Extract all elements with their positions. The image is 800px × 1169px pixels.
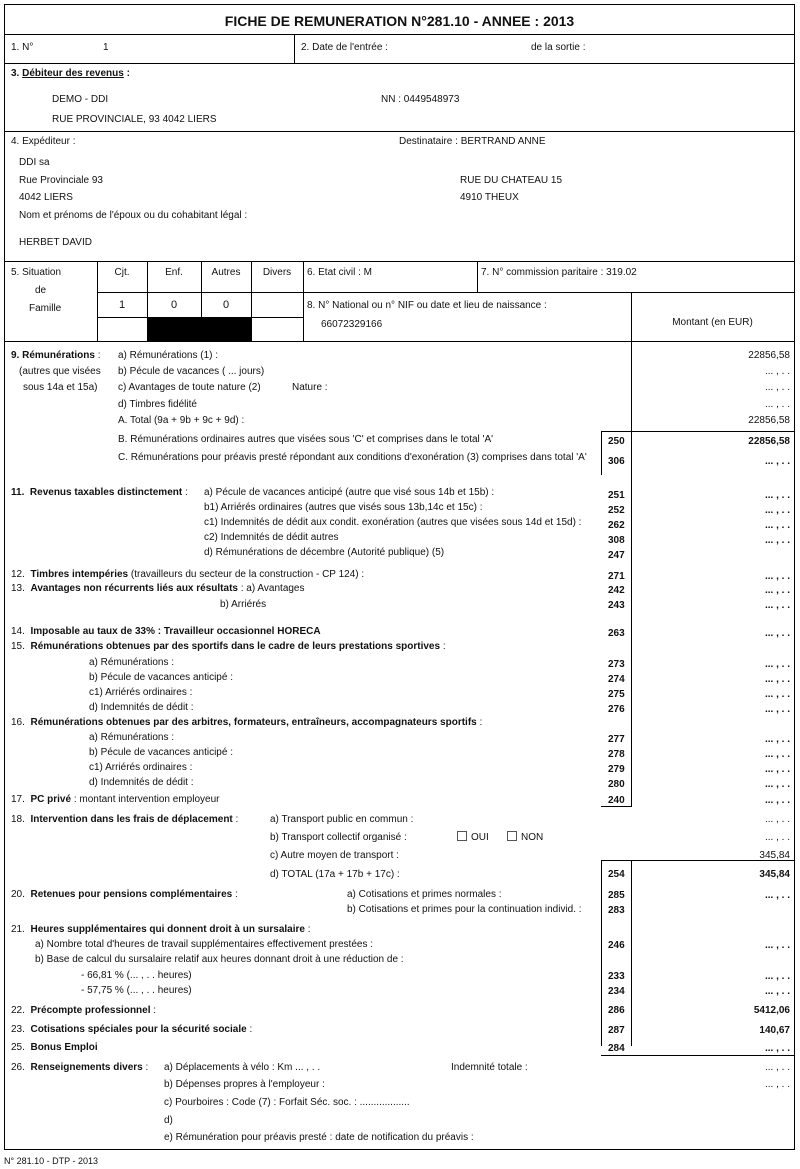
s20-code-a: 285 bbox=[608, 890, 625, 901]
divider bbox=[601, 431, 602, 475]
divider bbox=[5, 34, 794, 35]
s9-heading bbox=[11, 350, 100, 362]
col-cjt: Cjt. bbox=[114, 267, 130, 278]
s9-c: c) Avantages de toute nature (2) bbox=[118, 382, 261, 393]
s21-code-b1: 233 bbox=[608, 971, 625, 982]
divider bbox=[477, 261, 478, 292]
debtor-heading bbox=[11, 68, 130, 80]
s14-line bbox=[11, 626, 321, 638]
s25-line bbox=[11, 1042, 98, 1054]
s26-c: c) Pourboires : Code (7) : Forfait Séc. soc. : .................. bbox=[164, 1097, 410, 1108]
s9-value-C: ... , . . bbox=[764, 456, 790, 467]
s15-title: Rémunérations obtenues par des sportifs dans le cadre de leurs prestations sportives bbox=[30, 641, 441, 652]
s23-title: Cotisations spéciales pour la sécurité sociale bbox=[30, 1024, 247, 1035]
s15-item-code: 274 bbox=[608, 674, 625, 685]
s11-item-value: ... , . . bbox=[764, 535, 790, 546]
s13-value-b: ... , . . bbox=[764, 600, 790, 611]
s14-value: ... , . . bbox=[764, 628, 790, 639]
s12-value: ... , . . bbox=[764, 571, 790, 582]
s11-item-code: 247 bbox=[608, 550, 625, 561]
commission: 7. N° commission paritaire : 319.02 bbox=[481, 267, 637, 278]
s21-num: 21. bbox=[11, 924, 25, 935]
s21-value-b2: ... , . . bbox=[764, 986, 790, 997]
s18-code-d: 254 bbox=[608, 869, 625, 880]
s23-colon: : bbox=[246, 1024, 253, 1035]
s22-value: 5412,06 bbox=[753, 1005, 790, 1016]
divider bbox=[631, 431, 632, 807]
divider bbox=[631, 860, 632, 1046]
exit-date-label: de la sortie : bbox=[531, 42, 586, 53]
s20-num: 20. bbox=[11, 889, 25, 900]
s16-item-value: ... , . . bbox=[764, 734, 790, 745]
s9-colon: : bbox=[94, 350, 101, 361]
sender-street: Rue Provinciale 93 bbox=[19, 175, 103, 186]
s20-code-b: 283 bbox=[608, 905, 625, 916]
debtor-nn: NN : 0449548973 bbox=[381, 94, 460, 105]
col-enf: Enf. bbox=[165, 267, 183, 278]
debtor-num: 3. bbox=[11, 68, 20, 79]
s16-item-code: 277 bbox=[608, 734, 625, 745]
s11-colon: : bbox=[182, 487, 188, 498]
val-autres: 0 bbox=[222, 299, 230, 311]
s11-item-value: ... , . . bbox=[764, 520, 790, 531]
s11-heading bbox=[11, 487, 188, 499]
s15-colon: : bbox=[440, 641, 446, 652]
s21-value-b1: ... , . . bbox=[764, 971, 790, 982]
s17-rest: : montant intervention employeur bbox=[71, 794, 220, 805]
s20-value: ... , . . bbox=[764, 890, 790, 901]
s18-num: 18. bbox=[11, 814, 25, 825]
col-autres: Autres bbox=[211, 267, 241, 278]
s26-value-b: ... , . . bbox=[764, 1079, 790, 1090]
s16-title: Rémunérations obtenues par des arbitres, formateurs, entraîneurs, accompagnateurs sportifs bbox=[30, 717, 477, 728]
s18-title: Intervention dans les frais de déplacement bbox=[30, 814, 233, 825]
s16-heading bbox=[11, 717, 482, 729]
s9-code-B: 250 bbox=[608, 436, 625, 447]
s20-colon: : bbox=[232, 889, 238, 900]
footer-code: N° 281.10 - DTP - 2013 bbox=[4, 1156, 98, 1166]
s12-rest: (travailleurs du secteur de la construction - CP 124) : bbox=[128, 569, 365, 580]
divider bbox=[601, 431, 794, 432]
s21-value-a: ... , . . bbox=[764, 940, 790, 951]
s9-code-C: 306 bbox=[608, 456, 625, 467]
s15-item-code: 276 bbox=[608, 704, 625, 715]
s17-title: PC privé bbox=[30, 794, 72, 805]
s23-num: 23. bbox=[11, 1024, 25, 1035]
s13-num: 13. bbox=[11, 583, 25, 594]
s12-line bbox=[11, 569, 364, 581]
s16-item-value: ... , . . bbox=[764, 764, 790, 775]
s11-item-value: ... , . . bbox=[764, 505, 790, 516]
s16-item-label: d) Indemnités de dédit : bbox=[89, 777, 194, 788]
oui-option[interactable] bbox=[457, 831, 489, 844]
s12-num: 12. bbox=[11, 569, 25, 580]
s11-item-value: ... , . . bbox=[764, 490, 790, 501]
s20-heading bbox=[11, 889, 238, 901]
s9-sub1: (autres que visées bbox=[19, 366, 101, 377]
s16-item-value: ... , . . bbox=[764, 749, 790, 760]
divider bbox=[5, 63, 794, 64]
s26-title: Renseignements divers bbox=[30, 1062, 143, 1073]
s15-num: 15. bbox=[11, 641, 25, 652]
debtor-name: DEMO - DDI bbox=[52, 94, 109, 105]
s9-A: A. Total (9a + 9b + 9c + 9d) : bbox=[118, 415, 245, 426]
recipient-label: Destinataire : BERTRAND ANNE bbox=[399, 136, 546, 147]
s21-b: b) Base de calcul du sursalaire relatif aux heures donnant droit à une réduction de : bbox=[35, 954, 404, 965]
s9-B: B. Rémunérations ordinaires autres que visées sous 'C' et comprises dans le total 'A' bbox=[118, 434, 494, 445]
s26-e: e) Rémunération pour préavis presté : date de notification du préavis : bbox=[164, 1132, 474, 1143]
s21-colon: : bbox=[304, 924, 311, 935]
s26-value-a: ... , . . bbox=[764, 1062, 790, 1073]
s11-item-label: c2) Indemnités de dédit autres bbox=[204, 532, 339, 543]
situation-label-3: Famille bbox=[29, 303, 62, 314]
s9-value-A: 22856,58 bbox=[748, 415, 790, 426]
s26-colon: : bbox=[142, 1062, 149, 1073]
s16-item-label: c1) Arriérés ordinaires : bbox=[89, 762, 193, 773]
s18-value-b: ... , . . bbox=[764, 832, 790, 843]
s11-title: Revenus taxables distinctement bbox=[29, 487, 183, 498]
s13-title: Avantages non récurrents liés aux résultats bbox=[30, 583, 238, 594]
s9-value-B: 22856,58 bbox=[748, 436, 790, 447]
divider bbox=[631, 341, 632, 431]
s21-code-a: 246 bbox=[608, 940, 625, 951]
s20-title: Retenues pour pensions complémentaires bbox=[30, 889, 233, 900]
s23-code: 287 bbox=[608, 1025, 625, 1036]
s25-code: 284 bbox=[608, 1043, 625, 1054]
s11-item-code: 251 bbox=[608, 490, 625, 501]
s21-b1: - 66,81 % (... , . . heures) bbox=[81, 970, 192, 981]
amount-header: Montant (en EUR) bbox=[672, 317, 753, 328]
s18-d: d) TOTAL (17a + 17b + 17c) : bbox=[270, 869, 400, 880]
s18-value-d: 345,84 bbox=[759, 869, 790, 880]
s9-a: a) Rémunérations (1) : bbox=[118, 350, 219, 361]
s26-a-total: Indemnité totale : bbox=[451, 1062, 528, 1073]
s9-value-c: ... , . . bbox=[764, 382, 790, 393]
oui-checkbox[interactable] bbox=[457, 831, 467, 841]
s16-colon: : bbox=[476, 717, 483, 728]
s13-code-b: 243 bbox=[608, 600, 625, 611]
s11-item-label: d) Rémunérations de décembre (Autorité publique) (5) bbox=[204, 547, 445, 558]
s13-line bbox=[11, 583, 305, 595]
sender-label: 4. Expéditeur : bbox=[11, 136, 76, 147]
s14-code: 263 bbox=[608, 628, 625, 639]
s21-a: a) Nombre total d'heures de travail supplémentaires effectivement prestées : bbox=[35, 939, 374, 950]
s20-b: b) Cotisations et primes pour la continuation individ. : bbox=[347, 904, 582, 915]
s16-item-code: 278 bbox=[608, 749, 625, 760]
s9-value-d: ... , . . bbox=[764, 399, 790, 410]
sender-city: 4042 LIERS bbox=[19, 192, 73, 203]
situation-label-2: de bbox=[35, 285, 47, 296]
s16-item-value: ... , . . bbox=[764, 779, 790, 790]
s16-item-code: 280 bbox=[608, 779, 625, 790]
s26-d: d) bbox=[164, 1115, 173, 1126]
s22-code: 286 bbox=[608, 1005, 625, 1016]
divider bbox=[601, 1055, 794, 1056]
national-value: 66072329166 bbox=[321, 319, 383, 330]
civil-status: 6. Etat civil : M bbox=[307, 267, 373, 278]
number-value: 1 bbox=[103, 42, 109, 53]
s23-value: 140,67 bbox=[759, 1025, 790, 1036]
s25-value: ... , . . bbox=[764, 1043, 790, 1054]
s21-heading bbox=[11, 924, 311, 936]
recipient-street: RUE DU CHATEAU 15 bbox=[460, 175, 563, 186]
s18-c: c) Autre moyen de transport : bbox=[270, 850, 399, 861]
s11-item-code: 262 bbox=[608, 520, 625, 531]
s22-title: Précompte professionnel bbox=[30, 1005, 151, 1016]
divider bbox=[5, 261, 794, 262]
sender-name: DDI sa bbox=[19, 157, 50, 168]
val-cjt: 1 bbox=[118, 299, 126, 311]
col-divers: Divers bbox=[262, 267, 292, 278]
s13-rest: : a) Avantages bbox=[237, 583, 305, 594]
spouse-name: HERBET DAVID bbox=[19, 237, 92, 248]
s16-item-label: b) Pécule de vacances anticipé : bbox=[89, 747, 233, 758]
s14-num: 14. bbox=[11, 626, 25, 637]
s15-item-value: ... , . . bbox=[764, 659, 790, 670]
s9-b: b) Pécule de vacances ( ... jours) bbox=[118, 366, 265, 377]
s15-heading bbox=[11, 641, 446, 653]
s21-title: Heures supplémentaires qui donnent droit à un sursalaire bbox=[30, 924, 305, 935]
entry-date-label: 2. Date de l'entrée : bbox=[301, 42, 388, 53]
s12-title: Timbres intempéries bbox=[30, 569, 129, 580]
val-enf: 0 bbox=[170, 299, 178, 311]
s20-a: a) Cotisations et primes normales : bbox=[347, 889, 502, 900]
s18-b: b) Transport collectif organisé : bbox=[270, 832, 407, 843]
s11-item-label: c1) Indemnités de dédit aux condit. exonération (autres que visées sous 14d et 15d) : bbox=[204, 517, 582, 528]
number-label: 1. N° bbox=[11, 42, 34, 53]
s22-line bbox=[11, 1005, 156, 1017]
national-label: 8. N° National ou n° NIF ou date et lieu de naissance : bbox=[307, 300, 547, 311]
form-title: FICHE DE REMUNERATION N°281.10 - ANNEE : 2013 bbox=[224, 13, 575, 29]
debtor-label: Débiteur des revenus bbox=[22, 68, 124, 79]
divider bbox=[97, 292, 794, 293]
divider bbox=[303, 261, 304, 341]
s9-value-a: 22856,58 bbox=[748, 350, 790, 361]
s17-code: 240 bbox=[608, 795, 625, 806]
s9-num: 9. bbox=[11, 350, 20, 361]
s11-item-label: a) Pécule de vacances anticipé (autre que visé sous 14b et 15b) : bbox=[204, 487, 495, 498]
s15-item-label: a) Rémunérations : bbox=[89, 657, 175, 668]
recipient-city: 4910 THEUX bbox=[460, 192, 519, 203]
s15-item-value: ... , . . bbox=[764, 704, 790, 715]
s21-code-b2: 234 bbox=[608, 986, 625, 997]
s18-colon: : bbox=[232, 814, 239, 825]
s25-num: 25. bbox=[11, 1042, 25, 1053]
s11-num: 11. bbox=[11, 487, 25, 498]
s17-value: ... , . . bbox=[764, 795, 790, 806]
s15-item-code: 275 bbox=[608, 689, 625, 700]
s22-colon: : bbox=[150, 1005, 157, 1016]
divider bbox=[601, 860, 602, 1046]
non-option[interactable] bbox=[507, 831, 543, 844]
s15-item-label: d) Indemnités de dédit : bbox=[89, 702, 194, 713]
s26-num: 26. bbox=[11, 1062, 25, 1073]
s11-item-code: 308 bbox=[608, 535, 625, 546]
s26-a: a) Déplacements à vélo : Km ... , . . bbox=[164, 1062, 321, 1073]
s17-line bbox=[11, 794, 219, 806]
non-checkbox[interactable] bbox=[507, 831, 517, 841]
s16-item-code: 279 bbox=[608, 764, 625, 775]
s23-line bbox=[11, 1024, 252, 1036]
s11-item-label: b1) Arriérés ordinaires (autres que visés sous 13b,14c et 15c) : bbox=[204, 502, 483, 513]
s18-heading bbox=[11, 814, 238, 826]
s11-item-code: 252 bbox=[608, 505, 625, 516]
s9-value-b: ... , . . bbox=[764, 366, 790, 377]
non-label: NON bbox=[521, 832, 544, 843]
redaction-block bbox=[148, 318, 251, 341]
s15-item-label: b) Pécule de vacances anticipé : bbox=[89, 672, 233, 683]
s13-code-a: 242 bbox=[608, 585, 625, 596]
s13-b: b) Arriérés bbox=[220, 599, 267, 610]
s16-num: 16. bbox=[11, 717, 25, 728]
s26-b: b) Dépenses propres à l'employeur : bbox=[164, 1079, 325, 1090]
s15-item-value: ... , . . bbox=[764, 689, 790, 700]
s15-item-value: ... , . . bbox=[764, 674, 790, 685]
s9-c-nature: Nature : bbox=[292, 382, 328, 393]
s17-num: 17. bbox=[11, 794, 25, 805]
s15-item-label: c1) Arriérés ordinaires : bbox=[89, 687, 193, 698]
s26-heading bbox=[11, 1062, 148, 1074]
debtor-address: RUE PROVINCIALE, 93 4042 LIERS bbox=[52, 114, 217, 125]
s9-C: C. Rémunérations pour préavis presté répondant aux conditions d'exonération (3) comprises dans total 'A' bbox=[118, 452, 587, 463]
s22-num: 22. bbox=[11, 1005, 25, 1016]
divider bbox=[5, 341, 794, 342]
oui-label: OUI bbox=[471, 832, 489, 843]
remuneration-form bbox=[4, 4, 795, 1150]
s16-item-label: a) Rémunérations : bbox=[89, 732, 175, 743]
s25-title: Bonus Emploi bbox=[30, 1042, 98, 1053]
s9-title: Rémunérations bbox=[22, 350, 95, 361]
s14-title: Imposable au taux de 33% : Travailleur occasionnel HORECA bbox=[30, 626, 321, 637]
situation-label-1: 5. Situation bbox=[11, 267, 62, 278]
s12-code: 271 bbox=[608, 571, 625, 582]
s18-value-a: ... , . . bbox=[764, 814, 790, 825]
s9-d: d) Timbres fidélité bbox=[118, 399, 197, 410]
spouse-label: Nom et prénoms de l'époux ou du cohabitant légal : bbox=[19, 210, 248, 221]
s9-sub2: sous 14a et 15a) bbox=[23, 382, 98, 393]
s18-a: a) Transport public en commun : bbox=[270, 814, 414, 825]
divider bbox=[601, 806, 632, 807]
divider bbox=[5, 131, 794, 132]
divider bbox=[294, 34, 295, 63]
s15-item-code: 273 bbox=[608, 659, 625, 670]
s21-b2: - 57,75 % (... , . . heures) bbox=[81, 985, 192, 996]
s13-value-a: ... , . . bbox=[764, 585, 790, 596]
s18-value-c: 345,84 bbox=[759, 850, 790, 861]
debtor-colon: : bbox=[126, 68, 130, 79]
